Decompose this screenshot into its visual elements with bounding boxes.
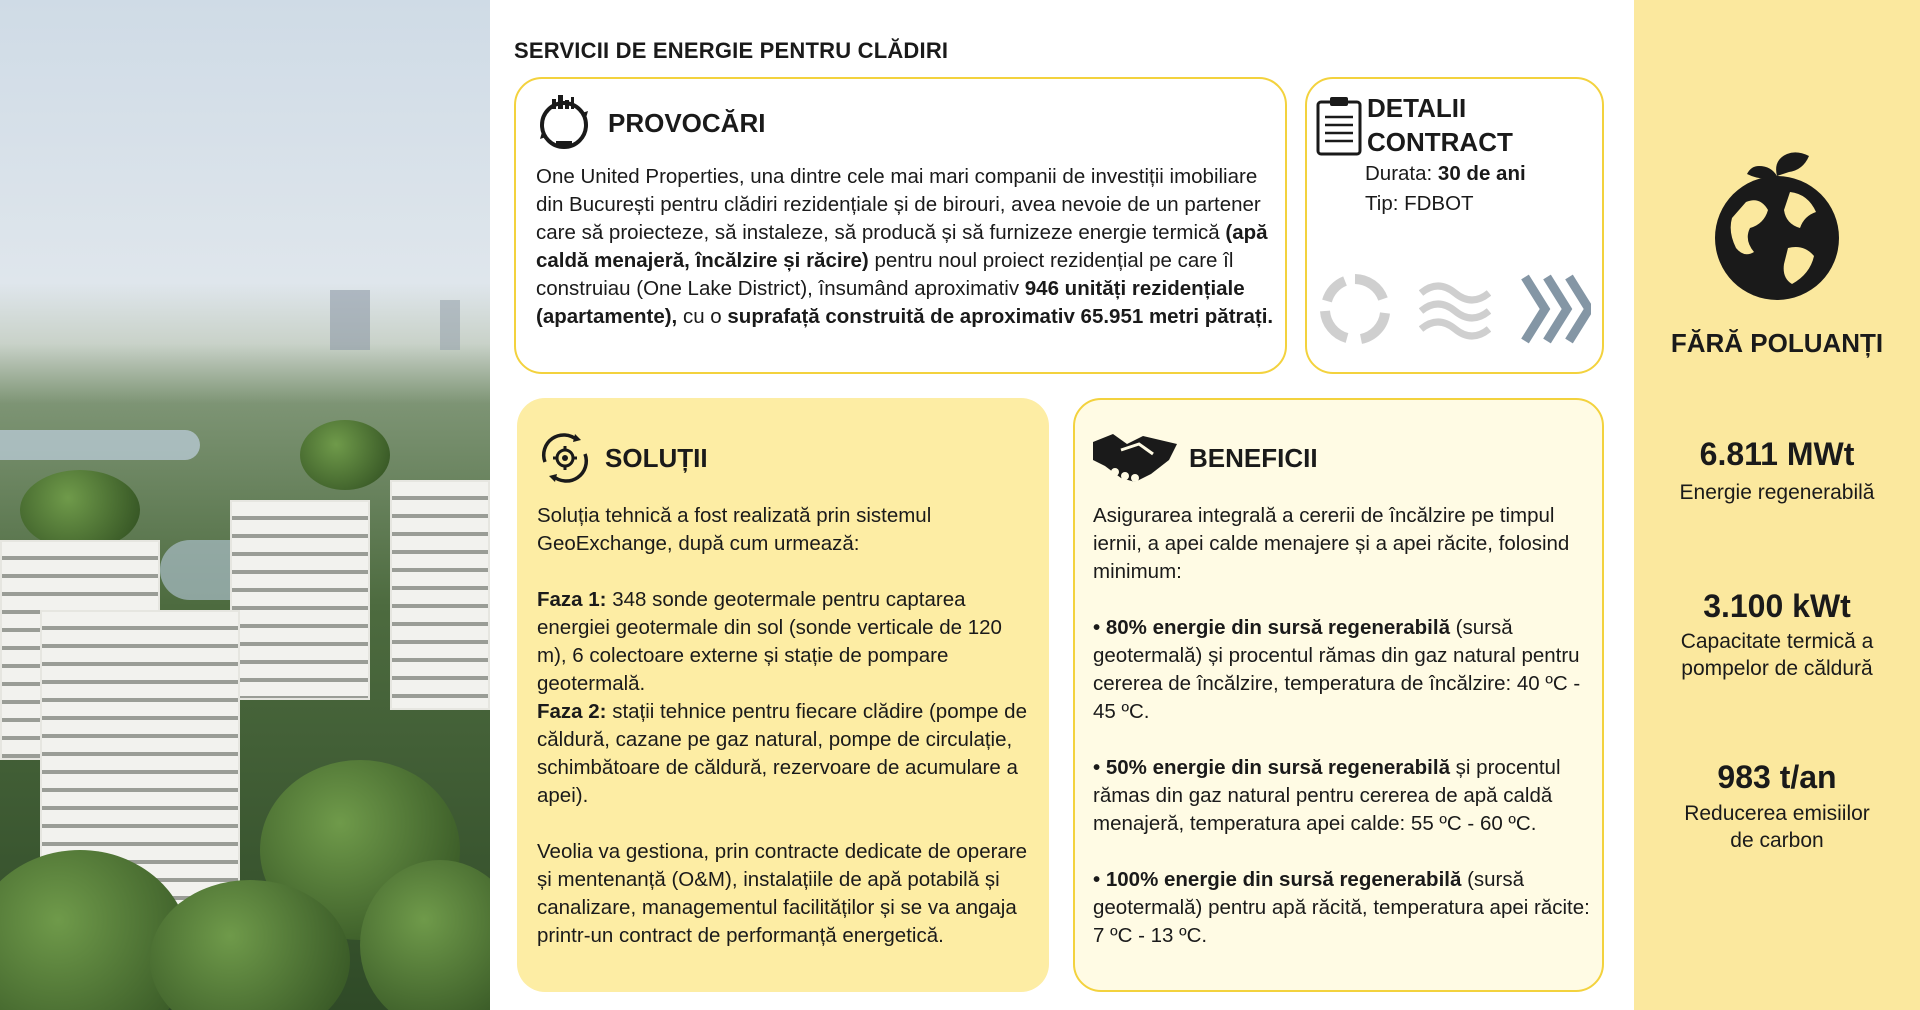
- detalii-contract-card: [1305, 77, 1604, 374]
- earth-leaf-icon: [1706, 152, 1848, 308]
- solutii-faza2: Faza 2: stații tehnice pentru fiecare clădire (pompe de căldură, cazane pe gaz natural, pompe de circulație, schimbătoare de căldură, rezervoare de acumulare a apei).: [537, 700, 1027, 807]
- sidebar-headline: FĂRĂ POLUANȚI: [1670, 328, 1884, 358]
- clipboard-icon: [1315, 95, 1363, 157]
- apartment-building: [230, 500, 370, 700]
- contract-tip: Tip: FDBOT: [1365, 192, 1474, 215]
- stat-value: 6.811 MWt: [1699, 436, 1855, 472]
- skyline-tower: [330, 290, 370, 350]
- energy-chevrons-icon: [1519, 273, 1591, 345]
- skyline-tower: [440, 300, 460, 350]
- beneficii-item: • 80% energie din sursă regenerabilă (sursă geotermală) și procentul rămas din gaz natural pentru cererea de încălzire, temperatura de încălzire: 40 ºC - 45 ºC.: [1093, 616, 1581, 723]
- page-title: SERVICII DE ENERGIE PENTRU CLĂDIRI: [514, 38, 949, 63]
- provocari-text: One United Properties, una dintre cele mai mari companii de investiții imobiliare din București pentru clădiri rezidențiale și de birouri, avea nevoie de un partener care să proiecteze, să instaleze, să producă și să furnizeze energie termică (apă caldă menajeră, încălzire și răcire) pentru noul proiect rezidențial pe care îl construiau (One Lake District), însumând aproximativ 946 unități rezidențiale (apartamente), cu o suprafață construită de aproximativ 65.951 metri pătrați.: [536, 165, 1274, 328]
- stat-label: Capacitate termică a pompelor de căldură: [1680, 630, 1874, 680]
- provocari-card: [514, 77, 1287, 374]
- solutii-closing: Veolia va gestiona, prin contracte dedicate de operare și mentenanță (O&M), instalațiile de apă potabilă și canalizare, managementul facilităților și se va angaja printr-un contract de performanță energetică.: [537, 840, 1028, 947]
- stat-label: Reducerea emisiilor de carbon: [1684, 802, 1870, 852]
- tree: [20, 470, 140, 550]
- recycle-ring-icon: [1319, 273, 1391, 345]
- tree: [300, 420, 390, 490]
- city-cycle-icon: [532, 91, 596, 155]
- beneficii-title: BENEFICII: [1189, 442, 1318, 473]
- beneficii-item: • 50% energie din sursă regenerabilă și procentul rămas din gaz natural pentru cererea de apă caldă menajeră, temperatura apei calde: 55 ºC - 60 ºC.: [1093, 756, 1561, 835]
- lake: [0, 430, 200, 460]
- stat-value: 3.100 kWt: [1703, 588, 1851, 624]
- solutii-card: [517, 398, 1049, 992]
- sidebar-stats: [1634, 0, 1920, 1010]
- solutii-faza1: Faza 1: 348 sonde geotermale pentru captarea energiei geotermale din sol (sonde verticale de 120 m), 6 colectoare externe și stație de pompare geotermală.: [537, 588, 1002, 695]
- detalii-title: DETALII CONTRACT: [1367, 93, 1513, 157]
- solutii-text: [537, 502, 1037, 950]
- stat-label: Energie regenerabilă: [1679, 481, 1875, 504]
- provocari-title: PROVOCĂRI: [608, 107, 766, 138]
- beneficii-card: [1073, 398, 1604, 992]
- stat-value: 983 t/an: [1717, 759, 1837, 795]
- apartment-building: [390, 480, 490, 710]
- contract-durata: Durata: 30 de ani: [1365, 162, 1526, 185]
- handshake-icon: [1091, 430, 1179, 486]
- beneficii-item: • 100% energie din sursă regenerabilă (sursă geotermală) pentru apă răcită, temperatura apei răcite: 7 ºC - 13 ºC.: [1093, 868, 1590, 947]
- beneficii-intro: Asigurarea integrală a cererii de încălzire pe timpul iernii, a apei calde menajere și a apei răcite, folosind minimum:: [1093, 504, 1570, 583]
- solutii-title: SOLUȚII: [605, 442, 708, 473]
- beneficii-text: [1093, 502, 1593, 950]
- gear-cycle-icon: [535, 428, 595, 488]
- solutii-intro: Soluția tehnică a fost realizată prin sistemul GeoExchange, după cum urmează:: [537, 504, 932, 555]
- residential-complex-photo: [0, 0, 490, 1010]
- water-waves-icon: [1419, 273, 1491, 345]
